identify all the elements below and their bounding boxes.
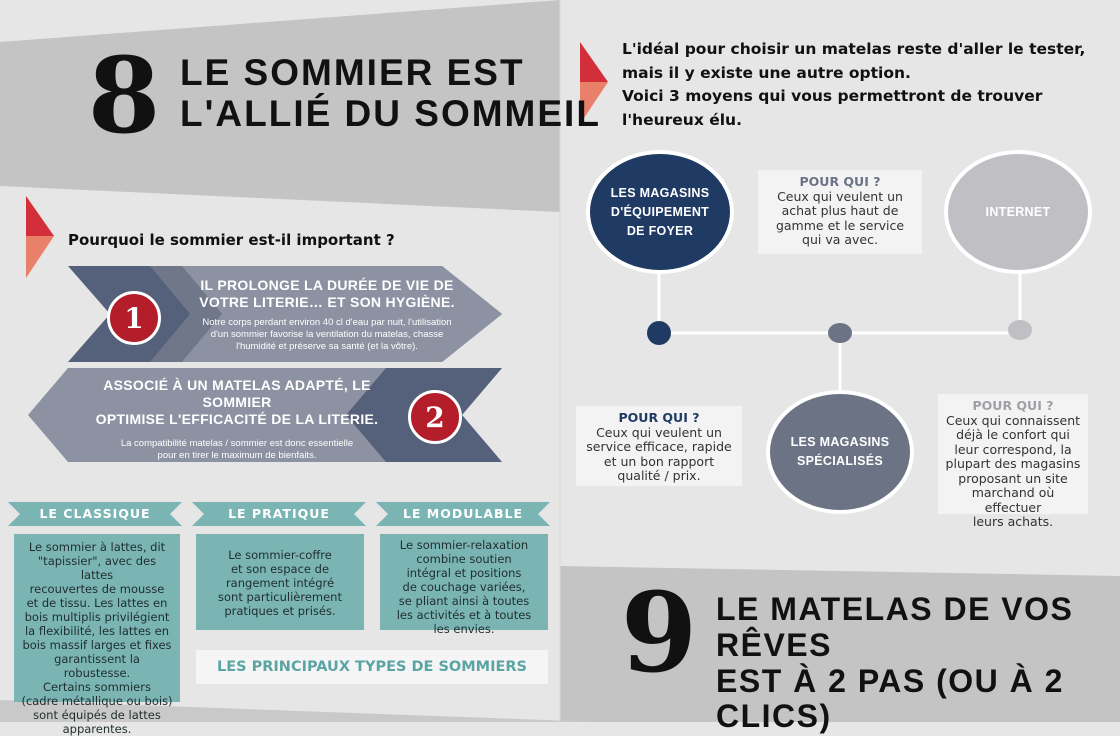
store1-pq-head: POUR QUI ? bbox=[799, 174, 881, 189]
type-classique-box bbox=[14, 534, 180, 736]
benefit1-head-line1: IL PROLONGE LA DURÉE DE VIE DE bbox=[200, 277, 454, 293]
modulable-line: se pliant ainsi à toutes bbox=[398, 594, 530, 608]
intro-line1: L'idéal pour choisir un matelas reste d'aller le tester, bbox=[622, 40, 1086, 58]
types-title: LES PRINCIPAUX TYPES DE SOMMIERS bbox=[196, 650, 548, 684]
store3-pq-line: proposant un site bbox=[958, 470, 1068, 486]
benefit2-text bbox=[92, 377, 382, 462]
type-modulable-label: LE MODULABLE bbox=[402, 506, 524, 521]
type-pratique-label: LE PRATIQUE bbox=[228, 506, 330, 521]
store2-line2: SPÉCIALISÉS bbox=[797, 454, 883, 468]
intro-line2: mais il y existe une autre option. bbox=[622, 63, 911, 82]
pratique-line: sont particulièrement bbox=[218, 590, 342, 604]
store2-pourqui bbox=[576, 406, 742, 486]
classique-line: apparentes. bbox=[62, 722, 132, 736]
store1-pq-line: qui va avec. bbox=[802, 232, 878, 247]
section8-title bbox=[180, 52, 601, 135]
type-classique-label: LE CLASSIQUE bbox=[39, 506, 151, 521]
pratique-line: pratiques et prisés. bbox=[224, 604, 336, 618]
classique-line: garantissent la robustesse. bbox=[54, 652, 140, 680]
type-modulable-box bbox=[380, 534, 548, 636]
store1-pourqui bbox=[758, 170, 922, 254]
play-marker-left bbox=[26, 196, 56, 280]
section9-intro bbox=[622, 38, 1092, 132]
classique-line: sont équipés de lattes bbox=[33, 708, 161, 722]
type-pratique-box bbox=[196, 534, 364, 630]
classique-line: (cadre métallique ou bois) bbox=[21, 694, 173, 708]
store3-line1: INTERNET bbox=[985, 204, 1051, 219]
classique-line: bois massif larges et fixes bbox=[22, 638, 172, 652]
store2-line1: LES MAGASINS bbox=[790, 435, 890, 449]
store2-pq-line: et un bon rapport bbox=[603, 453, 715, 469]
store1-pq-line: gamme et le service bbox=[775, 217, 905, 233]
classique-line: Le sommier à lattes, dit bbox=[28, 540, 166, 554]
store3-pq-line: Ceux qui connaissent bbox=[945, 412, 1081, 428]
benefit1-head-line2: VOTRE LITERIE… ET SON HYGIÈNE. bbox=[199, 294, 455, 310]
classique-line: et de tissu. Les lattes en bbox=[26, 596, 168, 610]
benefit2-body-line1: La compatibilité matelas / sommier est donc essentielle bbox=[120, 438, 354, 449]
store1-line1: LES MAGASINS bbox=[610, 185, 710, 200]
timeline-node-1 bbox=[647, 321, 671, 345]
intro-line3: Voici 3 moyens qui vous permettront de trouver bbox=[622, 87, 1043, 105]
timeline-node-3 bbox=[1008, 320, 1032, 340]
classique-line: "tapissier", avec des lattes bbox=[37, 554, 157, 582]
modulable-line: de couchage variées, bbox=[402, 580, 526, 594]
classique-line: bois multiplis privilégient bbox=[24, 610, 170, 624]
store1-pq-line: achat plus haut de bbox=[781, 203, 899, 218]
benefit2-head-line2: OPTIMISE L'EFFICACITÉ DE LA LITERIE. bbox=[95, 411, 379, 427]
benefit2-head-line1: ASSOCIÉ À UN MATELAS ADAPTÉ, LE SOMMIER bbox=[103, 377, 371, 410]
store1-line2: D'ÉQUIPEMENT bbox=[610, 204, 710, 219]
benefit1-body-line1: Notre corps perdant environ 40 cl d'eau par nuit, l'utilisation bbox=[202, 317, 452, 328]
classique-line: recouvertes de mousse bbox=[29, 582, 165, 596]
store3-pq-line: déjà le confort qui bbox=[956, 427, 1070, 442]
section9-title-line2: EST À 2 PAS (OU À 2 CLICS) bbox=[716, 662, 1064, 735]
modulable-line: Le sommier-relaxation bbox=[399, 538, 529, 552]
benefit1-body-line2: d'un sommier favorise la ventilation du matelas, chasse bbox=[210, 329, 444, 340]
store3-circle bbox=[944, 150, 1092, 274]
store2-circle bbox=[766, 390, 914, 514]
store3-pq-line: leur correspond, la bbox=[954, 441, 1072, 457]
store3-pq-line: marchand où effectuer bbox=[971, 485, 1055, 515]
section9-number: 9 bbox=[620, 568, 698, 697]
store1-pq-line: Ceux qui veulent un bbox=[777, 188, 903, 204]
store2-pq-line: Ceux qui veulent un bbox=[596, 424, 722, 440]
benefit1-body-line3: l'humidité et préserve sa santé (et la vôtre). bbox=[236, 341, 418, 352]
classique-line: Certains sommiers bbox=[43, 680, 151, 694]
modulable-line: combine soutien bbox=[416, 552, 512, 566]
section8-question: Pourquoi le sommier est-il important ? bbox=[68, 231, 395, 249]
store1-line3: DE FOYER bbox=[626, 223, 694, 238]
section9-title-line1: LE MATELAS DE VOS RÊVES bbox=[716, 591, 1074, 663]
pratique-line: Le sommier-coffre bbox=[228, 548, 332, 562]
section9-title bbox=[716, 592, 1120, 735]
store3-pourqui bbox=[938, 394, 1088, 529]
benefit1-text bbox=[182, 277, 472, 353]
pratique-line: et son espace de bbox=[230, 562, 330, 576]
store2-pq-line: qualité / prix. bbox=[617, 468, 701, 483]
benefit1-badge: 1 bbox=[107, 291, 161, 345]
benefit2-body-line2: pour en tirer le maximum de bienfaits. bbox=[157, 450, 317, 461]
store3-pq-head: POUR QUI ? bbox=[972, 398, 1054, 413]
section8-title-line1: LE SOMMIER EST bbox=[180, 52, 525, 93]
intro-line4: l'heureux élu. bbox=[622, 110, 742, 129]
store2-pq-head: POUR QUI ? bbox=[618, 410, 700, 425]
store3-pq-line: plupart des magasins bbox=[945, 456, 1081, 471]
modulable-line: les activités et à toutes bbox=[396, 608, 532, 622]
section8-title-line2: L'ALLIÉ DU SOMMEIL bbox=[180, 93, 601, 135]
pratique-line: rangement intégré bbox=[225, 576, 335, 590]
store1-circle bbox=[586, 150, 734, 274]
store2-pq-line: service efficace, rapide bbox=[586, 439, 732, 454]
store3-pq-line: leurs achats. bbox=[972, 514, 1054, 529]
section8-number: 8 bbox=[87, 34, 161, 157]
timeline-node-2 bbox=[828, 323, 852, 343]
benefit2-badge: 2 bbox=[408, 390, 462, 444]
modulable-line: intégral et positions bbox=[406, 566, 522, 580]
classique-line: la flexibilité, les lattes en bbox=[24, 624, 170, 638]
modulable-line: les envies. bbox=[433, 622, 495, 636]
